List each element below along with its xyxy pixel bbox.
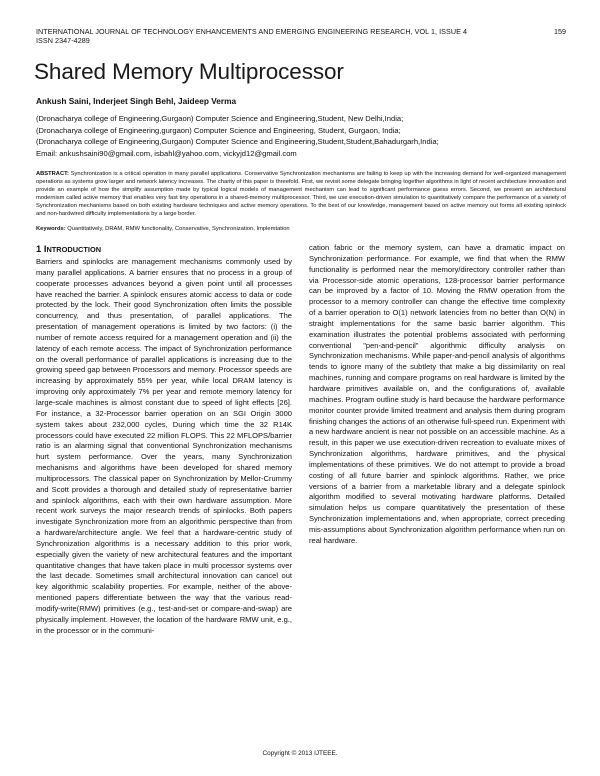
section-title-rest: NTRODUCTION	[46, 245, 102, 254]
body-text: cation fabric or the memory system, can have a dramatic impact on Synchronization performance. For example, we find that when the RMW functionality is performed near the memory/directory controller rather than via Processor-side atomic operations, 128-processor barrier performance can be improved by a factor of 10. Moving the RMW operation from the processor to a memory controller can change the effective time complexity of a barrier operation to O(1) network latencies from no better than O(N) in straight implementations for the same basic barrier algorithm. This examination illustrates the potential problems associated with performing conventional "pen-and-pencil" algorithmic difficulty analysis on Synchronization mechanisms. While paper-and-pencil analysis of algorithms tends to ignore many of the subtlety that make a big dissimilarity on real machines, running and compare programs on real hardware is limited by the hardware primitives available on, and the configurations of, available machines. Program outline study is hard because the hardware performance monitor counter provide limited treatment and analysis them during program finishing changes the actions of an otherwise full-speed run. Experiment with a new hardware ancient is near not possible on an accessible machine. As a result, in this paper we use execution-driven recreation to evaluate mixes of Synchronization algorithms, hardware primitives, and the physical implementations of these primitives. We do not attempt to provide a broad costing of all future barrier and spinlock algorithms. Rather, we price versions of a barrier from a marketable library and a delegate spinlock algorithm modified to several motivating hardware platforms. Detailed simulation helps us compare quantitatively the presentation of these Synchronization implementations and, when appropriate, correct preceding mis-assumptions about Synchronization algorithm performance when run on real hardware.	[309, 243, 565, 545]
body-column-right	[309, 243, 565, 547]
affiliation-line: (Dronacharya college of Engineering,Gurgaon) Computer Science and Engineering,Student, New Delhi,India;	[36, 114, 404, 123]
paper-title: Shared Memory Multiprocessor	[34, 59, 344, 84]
keywords-text: Quantitatively, DRAM, RMW functionality, Conservative, Synchronization, Implemtation	[65, 226, 290, 232]
author-list: Ankush Saini, Inderjeet Singh Behl, Jaideep Verma	[36, 96, 237, 106]
body-column-left	[36, 243, 292, 637]
abstract	[36, 170, 566, 219]
body-text: Barriers and spinlocks are management mechanisms commonly used by many parallel applications. A barrier ensures that no process in a group of cooperate processes advances beyond a given point until all processes have reached the barrier. A spinlock ensures atomic access to data or code protected by the lock. Their good Synchronization often limits the possible concurrency, and thus presentation, of parallel applications. The presentation of management operations is limited by two factors: (i) the number of remote access required for a management operation and (ii) the latency of each remote access. The impact of Synchronization performance on the overall performance of parallel applications is increasing due to the growing speed gap between Processors and memory. Processor speeds are increasing by approximately 55% per year, while local DRAM latency is improving only approximately 7% per year and remote memory latency for large-scale machines is almost constant due to speed of light effects [26]. For instance, a 32-Processor barrier operation on an SGI Origin 3000 system takes about 232,000 cycles, During which time the 32 R14K processors could have executed 22 million FLOPS. This 22 MFLOPS/barrier ratio is an alarming signal that conventional Synchronization mechanisms hurt system performance. Over the years, many Synchronization mechanisms and algorithms have been developed for shared memory multiprocessors. The classical paper on Synchronization by Mellor-Crummy and Scott provides a thorough and detailed study of representative barrier and spinlock algorithms, each with their own hardware assumption. More recent work surveys the major research trends of spinlocks. Both papers investigate Synchronization more from an algorithmic perspective than from a hardware/architecture angle. We feel that a hardware-centric study of Synchronization algorithms is a necessary addition to this prior work, especially given the variety of new architectural features and the important quantitative changes that have taken place in multi processor systems over the last decade. Sometimes small architectural innovation can cancel out key algorithmic scalability properties. For example, neither of the above-mentioned papers differentiate between the way that the various read-modify-write(RMW) primitives (e.g., test-and-set or compare-and-swap) are physically implement. However, the location of the hardware RMW unit, e.g., in the processor or in the communi-	[36, 257, 292, 635]
section-title-initial: I	[43, 243, 47, 254]
keywords	[36, 225, 566, 233]
affiliation-line: (Dronacharya college of Engineering,Gurgaon) Computer Science and Engineering,Student,Student,Bahadurgarh,India;	[36, 137, 439, 147]
email-line: Email: ankushsaini90@gmail.com, isbahl@yahoo.com, vickyjd12@gmail.com	[36, 148, 297, 158]
section-number: 1	[36, 243, 42, 254]
keywords-label: Keywords:	[36, 226, 66, 232]
abstract-label: ABSTRACT:	[36, 171, 69, 177]
issn: ISSN 2347-4289	[36, 36, 90, 45]
section-heading	[36, 243, 292, 256]
abstract-text: Synchronization is a critical operation in many parallel applications. Conservative Synchronization mechanisms are failing to keep up with the increasing demand for well-organized management operations as systems grow larger and network latency increases. The charity of this paper is threefold. First, we revisit some delegate bringing together algorithms in light of recent architecture innovation and provide an example of how the simplify assumption made by typical logical models of management mechanism can lead to significant performance guess errors. Second, we present an architectural modernism called active memory that enables very fast tiny operations in a shared-memory multiprocessor. Third, we use execution-driven simulation to quantitatively compare the performance of a variety of Synchronization mechanisms based on both existing hardware techniques and active memory operations. To the best of our knowledge, management based on active memory out forms all existing spinlock and non-hardwired difficulty implementations by a large border.	[36, 171, 566, 218]
affiliation-line: (Dronacharya college of Engineering,gurgaon) Computer Science and Engineering, Student, Gurgaon, India;	[36, 125, 401, 135]
running-header	[36, 27, 566, 45]
page-number: 159	[554, 27, 566, 36]
copyright-footer: Copyright © 2013 IJTEEE.	[262, 750, 338, 757]
affiliations	[36, 113, 566, 159]
journal-name: INTERNATIONAL JOURNAL OF TECHNOLOGY ENHANCEMENTS AND EMERGING ENGINEERING RESEARCH, VOL 1, ISSUE 4	[36, 27, 468, 36]
